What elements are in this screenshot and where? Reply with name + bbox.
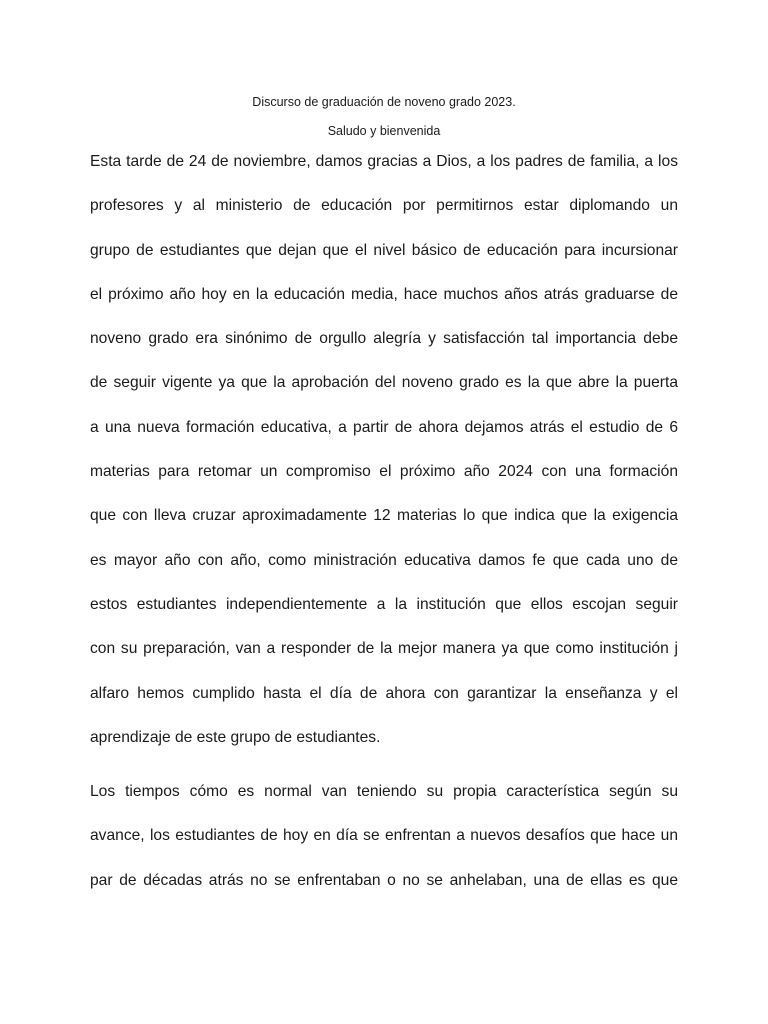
paragraph-1 (90, 152, 678, 772)
document-title: Discurso de graduación de noveno grado 2023. (252, 95, 516, 109)
text-line: es mayor año con año, como ministración educativa damos fe que cada uno de (90, 551, 678, 569)
text-line: aprendizaje de este grupo de estudiantes. (90, 728, 381, 746)
document-subtitle: Saludo y bienvenida (327, 124, 441, 138)
text-line: materias para retomar un compromiso el próximo año 2024 con una formación (90, 463, 678, 481)
text-line: que con lleva cruzar aproximadamente 12 materias lo que indica que la exigencia (90, 507, 678, 525)
text-line: Esta tarde de 24 de noviembre, damos gracias a Dios, a los padres de familia, a los (90, 153, 678, 170)
text-line: profesores y al ministerio de educación por permitirnos estar diplomando un (90, 197, 678, 215)
paragraph-2 (90, 782, 678, 915)
text-line: avance, los estudiantes de hoy en día se enfrentan a nuevos desafíos que hace un (90, 827, 678, 845)
text-line: alfaro hemos cumplido hasta el día de ahora con garantizar la enseñanza y el (90, 684, 678, 702)
text-line: con su preparación, van a responder de la mejor manera ya que como institución j (90, 640, 678, 658)
text-line: par de décadas atrás no se enfrentaban o no se anhelaban, una de ellas es que (90, 871, 678, 889)
text-line: a una nueva formación educativa, a partir de ahora dejamos atrás el estudio de 6 (90, 418, 678, 436)
text-line: Los tiempos cómo es normal van teniendo su propia característica según su (90, 783, 678, 800)
text-line: estos estudiantes independientemente a la institución que ellos escojan seguir (90, 595, 678, 613)
text-line: el próximo año hoy en la educación media, hace muchos años atrás graduarse de (90, 285, 678, 303)
text-line: grupo de estudiantes que dejan que el nivel básico de educación para incursionar (90, 241, 678, 259)
text-line: noveno grado era sinónimo de orgullo alegría y satisfacción tal importancia debe (90, 330, 678, 348)
text-line: de seguir vigente ya que la aprobación del noveno grado es la que abre la puerta (90, 374, 678, 392)
